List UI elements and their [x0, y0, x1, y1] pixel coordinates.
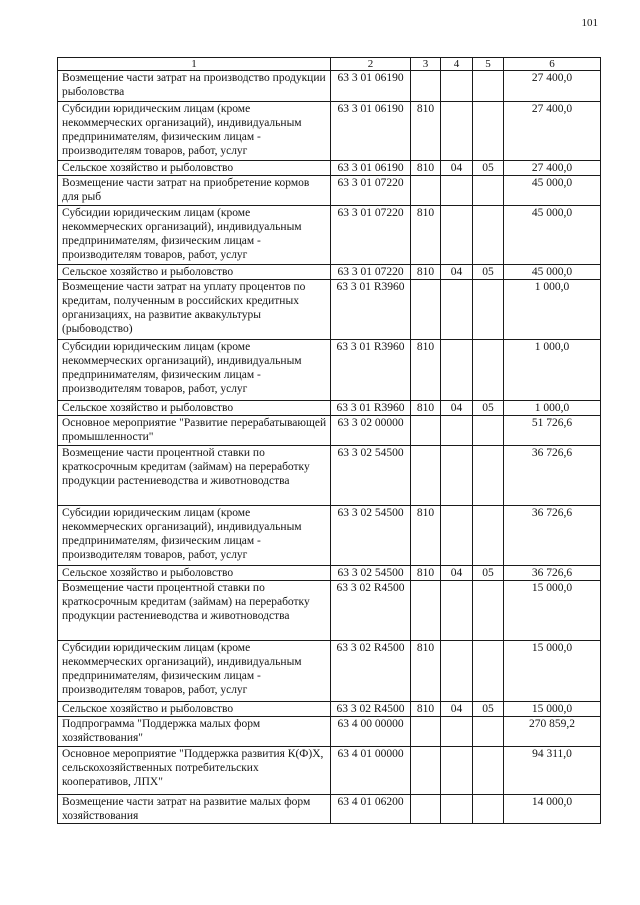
header-col-5: 5	[473, 58, 504, 71]
row-subsection	[473, 280, 504, 340]
row-amount: 27 400,0	[504, 161, 601, 176]
budget-table	[57, 57, 601, 824]
table-row	[58, 581, 601, 641]
row-subsection	[473, 506, 504, 566]
row-section	[441, 102, 473, 161]
row-expense-type: 810	[411, 566, 441, 581]
row-description: Возмещение части затрат на уплату процентов по кредитам, полученным в российских кредитных организациях, на развитие аквакультуры (рыбоводство)	[58, 280, 331, 340]
row-target-code: 63 3 01 06190	[331, 161, 411, 176]
table-row	[58, 340, 601, 401]
table-row	[58, 71, 601, 102]
table-row	[58, 416, 601, 446]
row-expense-type	[411, 416, 441, 446]
row-amount: 36 726,6	[504, 566, 601, 581]
row-subsection: 05	[473, 702, 504, 717]
row-description: Сельское хозяйство и рыболовство	[58, 566, 331, 581]
header-row	[58, 58, 601, 71]
row-section	[441, 747, 473, 795]
row-target-code: 63 3 02 R4500	[331, 581, 411, 641]
row-amount: 15 000,0	[504, 581, 601, 641]
table-row	[58, 401, 601, 416]
row-description: Сельское хозяйство и рыболовство	[58, 161, 331, 176]
row-subsection: 05	[473, 401, 504, 416]
table-row	[58, 446, 601, 506]
row-amount: 45 000,0	[504, 265, 601, 280]
row-description: Подпрограмма "Поддержка малых форм хозяйствования"	[58, 717, 331, 747]
row-target-code: 63 3 01 R3960	[331, 280, 411, 340]
table-row	[58, 161, 601, 176]
row-target-code: 63 3 01 06190	[331, 102, 411, 161]
row-target-code: 63 3 01 06190	[331, 71, 411, 102]
row-expense-type	[411, 71, 441, 102]
table-row	[58, 102, 601, 161]
row-target-code: 63 4 01 00000	[331, 747, 411, 795]
table-row	[58, 566, 601, 581]
table-row	[58, 747, 601, 795]
row-expense-type: 810	[411, 702, 441, 717]
row-expense-type: 810	[411, 206, 441, 265]
row-section	[441, 795, 473, 824]
row-amount: 15 000,0	[504, 641, 601, 702]
row-subsection	[473, 416, 504, 446]
table-row	[58, 641, 601, 702]
row-section	[441, 416, 473, 446]
row-description: Субсидии юридическим лицам (кроме некоммерческих организаций), индивидуальным предпринимателям, физическим лицам - производителям товаров, работ, услуг	[58, 340, 331, 401]
row-description: Возмещение части затрат на приобретение кормов для рыб	[58, 176, 331, 206]
row-amount: 27 400,0	[504, 71, 601, 102]
row-section	[441, 176, 473, 206]
row-subsection	[473, 340, 504, 401]
row-amount: 1 000,0	[504, 280, 601, 340]
row-expense-type: 810	[411, 641, 441, 702]
page-number: 101	[581, 17, 598, 29]
row-target-code: 63 3 02 54500	[331, 446, 411, 506]
row-subsection	[473, 206, 504, 265]
row-amount: 270 859,2	[504, 717, 601, 747]
row-target-code: 63 4 01 06200	[331, 795, 411, 824]
row-amount: 1 000,0	[504, 340, 601, 401]
header-col-4: 4	[441, 58, 473, 71]
row-amount: 45 000,0	[504, 176, 601, 206]
row-subsection: 05	[473, 566, 504, 581]
row-description: Сельское хозяйство и рыболовство	[58, 265, 331, 280]
row-section	[441, 717, 473, 747]
table-row	[58, 206, 601, 265]
header-col-2: 2	[331, 58, 411, 71]
table-row	[58, 506, 601, 566]
row-section: 04	[441, 566, 473, 581]
row-subsection	[473, 641, 504, 702]
header-col-1: 1	[58, 58, 331, 71]
row-section	[441, 506, 473, 566]
row-subsection	[473, 795, 504, 824]
row-description: Возмещение части процентной ставки по краткосрочным кредитам (займам) на переработку продукции растениеводства и животноводства	[58, 581, 331, 641]
header-col-6: 6	[504, 58, 601, 71]
row-amount: 51 726,6	[504, 416, 601, 446]
row-target-code: 63 3 01 R3960	[331, 340, 411, 401]
row-expense-type	[411, 176, 441, 206]
row-description: Возмещение части процентной ставки по краткосрочным кредитам (займам) на переработку продукции растениеводства и животноводства	[58, 446, 331, 506]
row-subsection	[473, 102, 504, 161]
row-subsection	[473, 747, 504, 795]
row-expense-type: 810	[411, 401, 441, 416]
row-expense-type	[411, 717, 441, 747]
row-target-code: 63 3 02 R4500	[331, 702, 411, 717]
row-expense-type	[411, 795, 441, 824]
row-expense-type: 810	[411, 102, 441, 161]
row-target-code: 63 3 01 07220	[331, 265, 411, 280]
table-row	[58, 280, 601, 340]
row-amount: 1 000,0	[504, 401, 601, 416]
row-section	[441, 446, 473, 506]
row-description: Основное мероприятие "Развитие перерабатывающей промышленности"	[58, 416, 331, 446]
row-amount: 27 400,0	[504, 102, 601, 161]
row-description: Возмещение части затрат на развитие малых форм хозяйствования	[58, 795, 331, 824]
row-section	[441, 206, 473, 265]
row-section	[441, 641, 473, 702]
row-target-code: 63 4 00 00000	[331, 717, 411, 747]
table-row	[58, 265, 601, 280]
row-target-code: 63 3 01 07220	[331, 176, 411, 206]
row-description: Субсидии юридическим лицам (кроме некоммерческих организаций), индивидуальным предпринимателям, физическим лицам - производителям товаров, работ, услуг	[58, 206, 331, 265]
row-subsection: 05	[473, 161, 504, 176]
row-description: Сельское хозяйство и рыболовство	[58, 702, 331, 717]
row-expense-type: 810	[411, 506, 441, 566]
row-target-code: 63 3 02 00000	[331, 416, 411, 446]
row-target-code: 63 3 02 54500	[331, 566, 411, 581]
row-description: Субсидии юридическим лицам (кроме некоммерческих организаций), индивидуальным предпринимателям, физическим лицам - производителям товаров, работ, услуг	[58, 641, 331, 702]
table-row	[58, 717, 601, 747]
budget-table-body	[58, 71, 601, 824]
row-amount: 36 726,6	[504, 446, 601, 506]
row-amount: 45 000,0	[504, 206, 601, 265]
table-row	[58, 176, 601, 206]
row-description: Основное мероприятие "Поддержка развития К(Ф)Х, сельскохозяйственных потребительских кооперативов, ЛПХ"	[58, 747, 331, 795]
row-section: 04	[441, 401, 473, 416]
row-expense-type: 810	[411, 265, 441, 280]
row-expense-type	[411, 581, 441, 641]
row-section: 04	[441, 161, 473, 176]
header-col-3: 3	[411, 58, 441, 71]
row-amount: 94 311,0	[504, 747, 601, 795]
row-expense-type	[411, 446, 441, 506]
row-subsection	[473, 176, 504, 206]
row-subsection	[473, 446, 504, 506]
row-section: 04	[441, 265, 473, 280]
row-expense-type: 810	[411, 161, 441, 176]
row-description: Субсидии юридическим лицам (кроме некоммерческих организаций), индивидуальным предпринимателям, физическим лицам - производителям товаров, работ, услуг	[58, 506, 331, 566]
row-section	[441, 71, 473, 102]
row-subsection	[473, 71, 504, 102]
row-target-code: 63 3 02 54500	[331, 506, 411, 566]
row-target-code: 63 3 01 07220	[331, 206, 411, 265]
row-description: Сельское хозяйство и рыболовство	[58, 401, 331, 416]
row-subsection: 05	[473, 265, 504, 280]
row-amount: 36 726,6	[504, 506, 601, 566]
row-section	[441, 340, 473, 401]
row-description: Возмещение части затрат на производство продукции рыболовства	[58, 71, 331, 102]
row-expense-type: 810	[411, 340, 441, 401]
row-description: Субсидии юридическим лицам (кроме некоммерческих организаций), индивидуальным предпринимателям, физическим лицам - производителям товаров, работ, услуг	[58, 102, 331, 161]
row-section: 04	[441, 702, 473, 717]
row-subsection	[473, 717, 504, 747]
row-amount: 15 000,0	[504, 702, 601, 717]
row-target-code: 63 3 02 R4500	[331, 641, 411, 702]
row-amount: 14 000,0	[504, 795, 601, 824]
row-section	[441, 581, 473, 641]
row-expense-type	[411, 747, 441, 795]
table-row	[58, 702, 601, 717]
row-subsection	[473, 581, 504, 641]
row-section	[441, 280, 473, 340]
row-expense-type	[411, 280, 441, 340]
row-target-code: 63 3 01 R3960	[331, 401, 411, 416]
table-row	[58, 795, 601, 824]
table-header	[58, 58, 601, 71]
